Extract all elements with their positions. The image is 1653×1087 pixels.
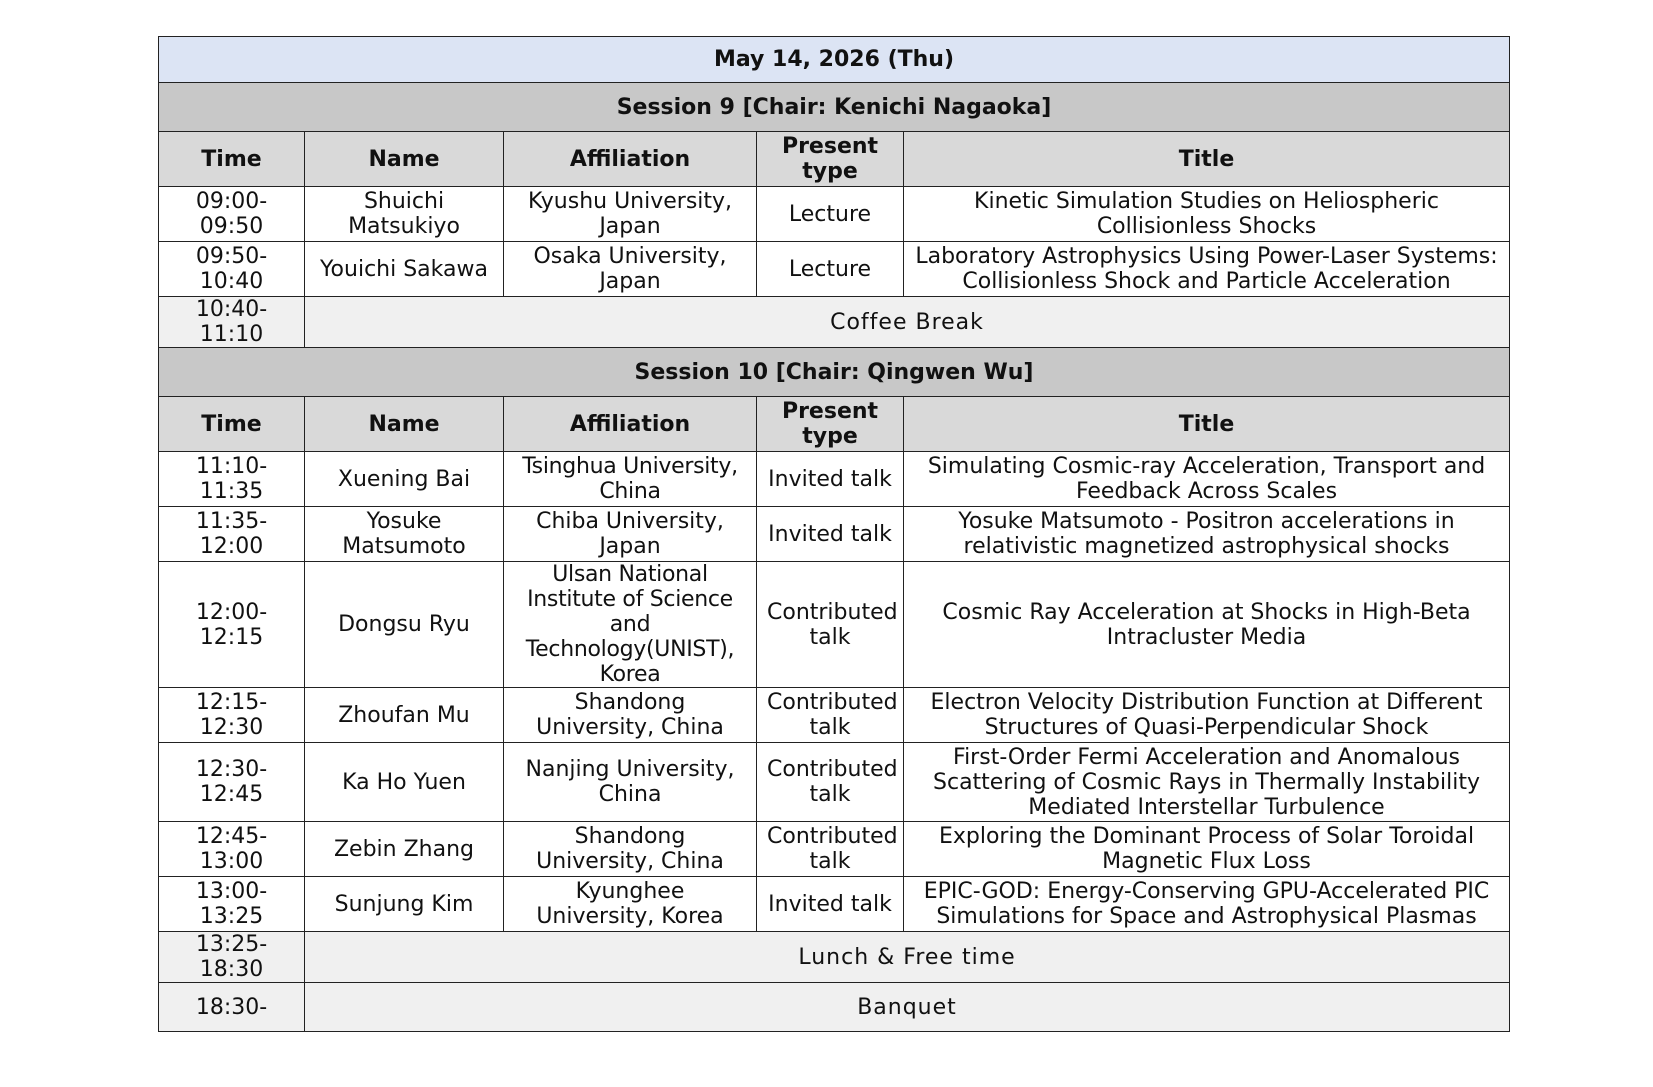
talk-speaker: Yosuke Matsumoto — [305, 507, 504, 562]
col-name-header: Name — [305, 132, 504, 187]
talk-row — [159, 562, 1510, 688]
schedule-table — [158, 36, 1510, 1032]
banquet-time: 18:30- — [159, 983, 305, 1032]
talk-time: 09:50-10:40 — [159, 242, 305, 297]
banquet-label: Banquet — [305, 983, 1510, 1032]
talk-present-type: Contributed talk — [757, 822, 904, 877]
talk-title: Kinetic Simulation Studies on Heliospheric Collisionless Shocks — [904, 187, 1510, 242]
col-time-header: Time — [159, 397, 305, 452]
col-affiliation-header: Affiliation — [504, 397, 757, 452]
talk-row — [159, 688, 1510, 743]
talk-row — [159, 242, 1510, 297]
coffee-break-row — [159, 297, 1510, 348]
lunch-label: Lunch & Free time — [305, 932, 1510, 983]
talk-title: EPIC-GOD: Energy-Conserving GPU-Accelerated PIC Simulations for Space and Astrophysical Plasmas — [904, 877, 1510, 932]
talk-speaker: Ka Ho Yuen — [305, 743, 504, 822]
session-9-heading: Session 9 [Chair: Kenichi Nagaoka] — [159, 83, 1510, 132]
talk-title: First-Order Fermi Acceleration and Anomalous Scattering of Cosmic Rays in Thermally Instability Mediated Interstellar Turbulence — [904, 743, 1510, 822]
talk-affiliation: Kyunghee University, Korea — [504, 877, 757, 932]
lunch-row — [159, 932, 1510, 983]
talk-affiliation: Tsinghua University, China — [504, 452, 757, 507]
col-title-header: Title — [904, 132, 1510, 187]
talk-present-type: Invited talk — [757, 452, 904, 507]
talk-affiliation: Ulsan National Institute of Science and Technology(UNIST), Korea — [504, 562, 757, 688]
talk-time: 12:00-12:15 — [159, 562, 305, 688]
talk-affiliation: Osaka University, Japan — [504, 242, 757, 297]
lunch-time: 13:25-18:30 — [159, 932, 305, 983]
talk-speaker: Sunjung Kim — [305, 877, 504, 932]
talk-title: Yosuke Matsumoto - Positron accelerations in relativistic magnetized astrophysical shocks — [904, 507, 1510, 562]
talk-present-type: Lecture — [757, 242, 904, 297]
talk-affiliation: Shandong University, China — [504, 688, 757, 743]
talk-affiliation: Chiba University, Japan — [504, 507, 757, 562]
talk-present-type: Invited talk — [757, 877, 904, 932]
talk-speaker: Dongsu Ryu — [305, 562, 504, 688]
talk-title: Exploring the Dominant Process of Solar Toroidal Magnetic Flux Loss — [904, 822, 1510, 877]
col-present-type-header: Present type — [757, 397, 904, 452]
col-time-header: Time — [159, 132, 305, 187]
talk-affiliation: Shandong University, China — [504, 822, 757, 877]
session-9-row — [159, 83, 1510, 132]
talk-row — [159, 743, 1510, 822]
talk-present-type: Contributed talk — [757, 743, 904, 822]
talk-speaker: Shuichi Matsukiyo — [305, 187, 504, 242]
talk-time: 11:35-12:00 — [159, 507, 305, 562]
talk-row — [159, 452, 1510, 507]
talk-present-type: Contributed talk — [757, 562, 904, 688]
talk-title: Simulating Cosmic-ray Acceleration, Transport and Feedback Across Scales — [904, 452, 1510, 507]
talk-present-type: Invited talk — [757, 507, 904, 562]
col-title-header: Title — [904, 397, 1510, 452]
session-10-heading: Session 10 [Chair: Qingwen Wu] — [159, 348, 1510, 397]
talk-row — [159, 877, 1510, 932]
column-header-row — [159, 132, 1510, 187]
talk-title: Electron Velocity Distribution Function at Different Structures of Quasi-Perpendicular Shock — [904, 688, 1510, 743]
date-row — [159, 37, 1510, 83]
talk-time: 12:15-12:30 — [159, 688, 305, 743]
column-header-row — [159, 397, 1510, 452]
talk-row — [159, 187, 1510, 242]
talk-title: Cosmic Ray Acceleration at Shocks in High-Beta Intracluster Media — [904, 562, 1510, 688]
talk-title: Laboratory Astrophysics Using Power-Laser Systems: Collisionless Shock and Particle Acceleration — [904, 242, 1510, 297]
talk-speaker: Zebin Zhang — [305, 822, 504, 877]
talk-row — [159, 507, 1510, 562]
coffee-break-label: Coffee Break — [305, 297, 1510, 348]
talk-time: 12:45-13:00 — [159, 822, 305, 877]
talk-row — [159, 822, 1510, 877]
talk-present-type: Lecture — [757, 187, 904, 242]
talk-affiliation: Kyushu University, Japan — [504, 187, 757, 242]
col-affiliation-header: Affiliation — [504, 132, 757, 187]
banquet-row — [159, 983, 1510, 1032]
talk-time: 13:00-13:25 — [159, 877, 305, 932]
coffee-break-time: 10:40-11:10 — [159, 297, 305, 348]
talk-time: 09:00-09:50 — [159, 187, 305, 242]
talk-present-type: Contributed talk — [757, 688, 904, 743]
talk-speaker: Youichi Sakawa — [305, 242, 504, 297]
talk-time: 12:30-12:45 — [159, 743, 305, 822]
talk-affiliation: Nanjing University, China — [504, 743, 757, 822]
talk-speaker: Xuening Bai — [305, 452, 504, 507]
col-present-type-header: Present type — [757, 132, 904, 187]
date-heading: May 14, 2026 (Thu) — [159, 37, 1510, 83]
talk-time: 11:10-11:35 — [159, 452, 305, 507]
session-10-row — [159, 348, 1510, 397]
talk-speaker: Zhoufan Mu — [305, 688, 504, 743]
col-name-header: Name — [305, 397, 504, 452]
